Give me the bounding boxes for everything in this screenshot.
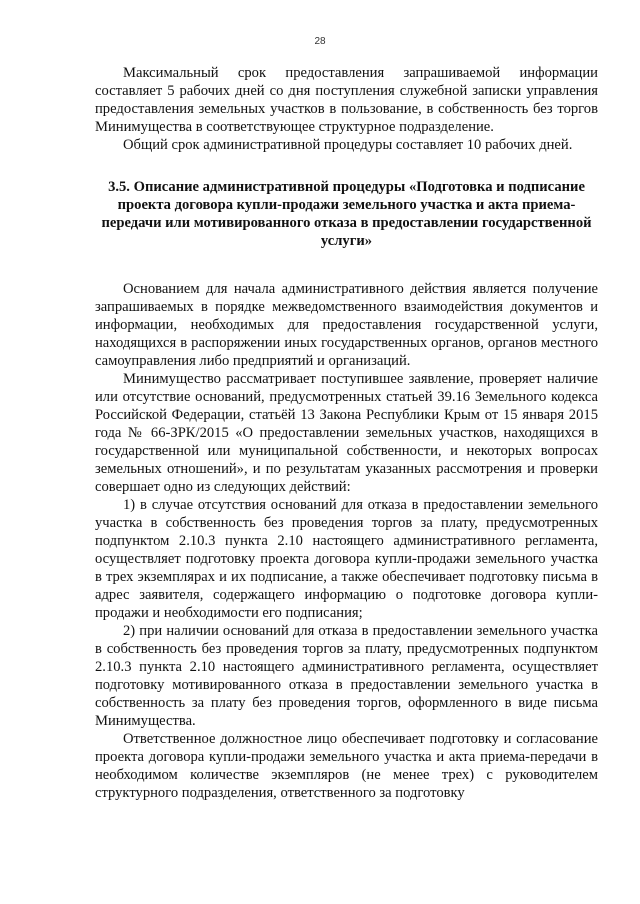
paragraph-review: Минимущество рассматривает поступившее заявление, проверяет наличие или отсутствие оснований, предусмотренных статьей 39.16 Земельного кодекса Российской Федерации, статьёй 13 Закона Республики Крым от 15 января 2015 года № 66-ЗРК/2015 «О предоставлении земельных участков, находящихся в государственной или муниципальной собственности, и некоторых вопросах земельных отношений», и по результатам указанных рассмотрения и проверки совершает одно из следующих действий: — [95, 371, 598, 495]
paragraph-item-1: 1) в случае отсутствия оснований для отказа в предоставлении земельного участка в собственность без проведения торгов за плату, предусмотренных подпунктом 2.10.3 пункта 2.10 настоящего административного регламента, осуществляет подготовку проекта договора купли-продажи земельного участка в трех экземплярах и их подписание, а также обеспечивает подготовку письма в адрес заявителя, содержащего информацию о подготовке договора купли-продажи и необходимости его подписания; — [95, 497, 598, 621]
paragraph-max-term: Максимальный срок предоставления запрашиваемой информации составляет 5 рабочих дней со дня поступления служебной записки управления предоставления земельных участков в пользование, в собственность без торгов Минимущества в соответствующее структурное подразделение. — [95, 65, 598, 135]
paragraph-total-term: Общий срок административной процедуры составляет 10 рабочих дней. — [123, 137, 573, 153]
section-heading: 3.5. Описание административной процедуры «Подготовка и подписание проекта договора купли-продажи земельного участка и акта приема-передачи или мотивированного отказа в предоставлении государственной услуги» — [101, 179, 592, 249]
paragraph-basis: Основанием для начала административного действия является получение запрашиваемых в порядке межведомственного взаимодействия документов и информации, необходимых для предоставления государственной услуги, находящихся в распоряжении иных государственных органов, органов местного самоуправления либо предприятий и организаций. — [95, 281, 598, 369]
paragraph-responsible: Ответственное должностное лицо обеспечивает подготовку и согласование проекта договора купли-продажи земельного участка и акта приема-передачи в необходимом количестве экземпляров (не менее трех) с руководителем структурного подразделения, ответственного за подготовку — [95, 731, 598, 801]
paragraph-item-2: 2) при наличии оснований для отказа в предоставлении земельного участка в собственность без проведения торгов за плату, предусмотренных подпунктом 2.10.3 пункта 2.10 настоящего административного регламента, осуществляет подготовку мотивированного отказа в предоставлении земельного участка в собственность за плату без проведения торгов, оформленного в виде письма Минимущества. — [95, 623, 598, 729]
page-number: 28 — [314, 36, 326, 47]
document-body — [95, 64, 598, 802]
